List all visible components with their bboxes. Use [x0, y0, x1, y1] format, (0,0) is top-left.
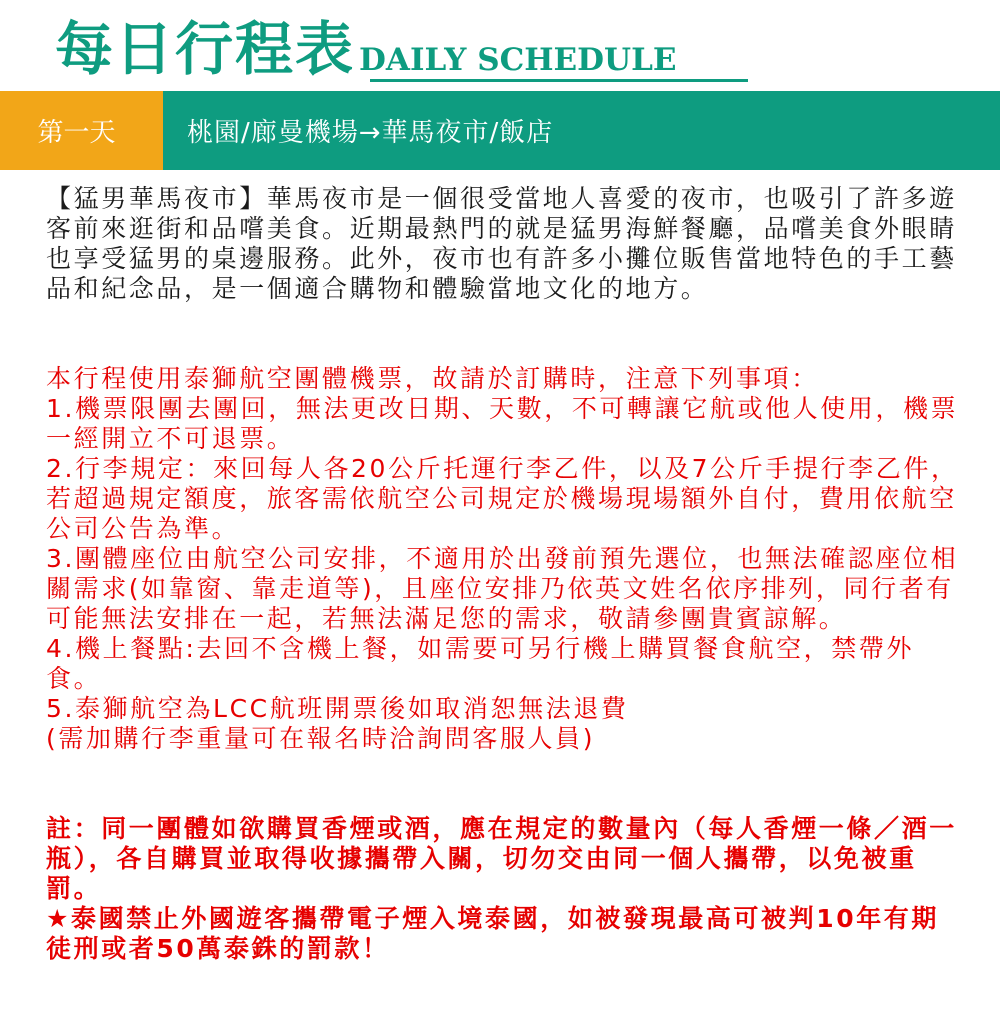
notice-item: 4.機上餐點:去回不含機上餐，如需要可另行機上購買餐食航空，禁帶外食。	[46, 634, 915, 693]
notice-item: 3.團體座位由航空公司安排，不適用於出發前預先選位，也無法確認座位相關需求(如靠窗、靠走道等)，且座位安排乃依英文姓名依序排列，同行者有可能無法安排在一起，若無法滿足您的需求，敬請參團貴賓諒解。	[46, 544, 959, 633]
title-underline	[370, 79, 748, 82]
day-label: 第一天	[0, 91, 163, 170]
notice-item: (需加購行李重量可在報名時洽詢問客服人員)	[46, 724, 596, 753]
customs-note: 註：同一團體如欲購買香煙或酒，應在規定的數量內（每人香煙一條／酒一瓶），各自購買並取得收據攜帶入關，切勿交由同一個人攜帶，以免被重罰。	[46, 814, 957, 903]
ecig-warning: ★泰國禁止外國遊客攜帶電子煙入境泰國，如被發現最高可被判10年有期徒刑或者50萬泰銖的罰款！	[46, 904, 940, 963]
notice-block	[46, 364, 961, 754]
notice-item: 5.泰獅航空為LCC航班開票後如取消恕無法退費	[46, 694, 629, 723]
title-chinese: 每日行程表	[55, 15, 356, 83]
notice-item: 1.機票限團去團回，無法更改日期、天數，不可轉讓它航或他人使用，機票一經開立不可退票。	[46, 394, 959, 453]
notes-block	[46, 814, 961, 964]
title-english: DAILY SCHEDULE	[359, 42, 677, 78]
day-bar	[0, 91, 1000, 170]
page-title	[55, 10, 677, 82]
notice-item: 2.行李規定：來回每人各20公斤托運行李乙件，以及7公斤手提行李乙件，若超過規定額度，旅客需依航空公司規定於機場現場額外自付，費用依航空公司公告為準。	[46, 454, 959, 543]
schedule-content	[46, 184, 961, 964]
intro-paragraph: 【猛男華馬夜市】華馬夜市是一個很受當地人喜愛的夜市，也吸引了許多遊客前來逛街和品嚐美食。近期最熱門的就是猛男海鮮餐廳，品嚐美食外眼睛也享受猛男的桌邊服務。此外，夜市也有許多小攤位販售當地特色的手工藝品和紀念品，是一個適合購物和體驗當地文化的地方。	[46, 184, 957, 303]
notice-heading: 本行程使用泰獅航空團體機票，故請於訂購時，注意下列事項：	[46, 364, 819, 393]
route-text: 桃園/廊曼機場→華馬夜市/飯店	[163, 91, 1000, 170]
